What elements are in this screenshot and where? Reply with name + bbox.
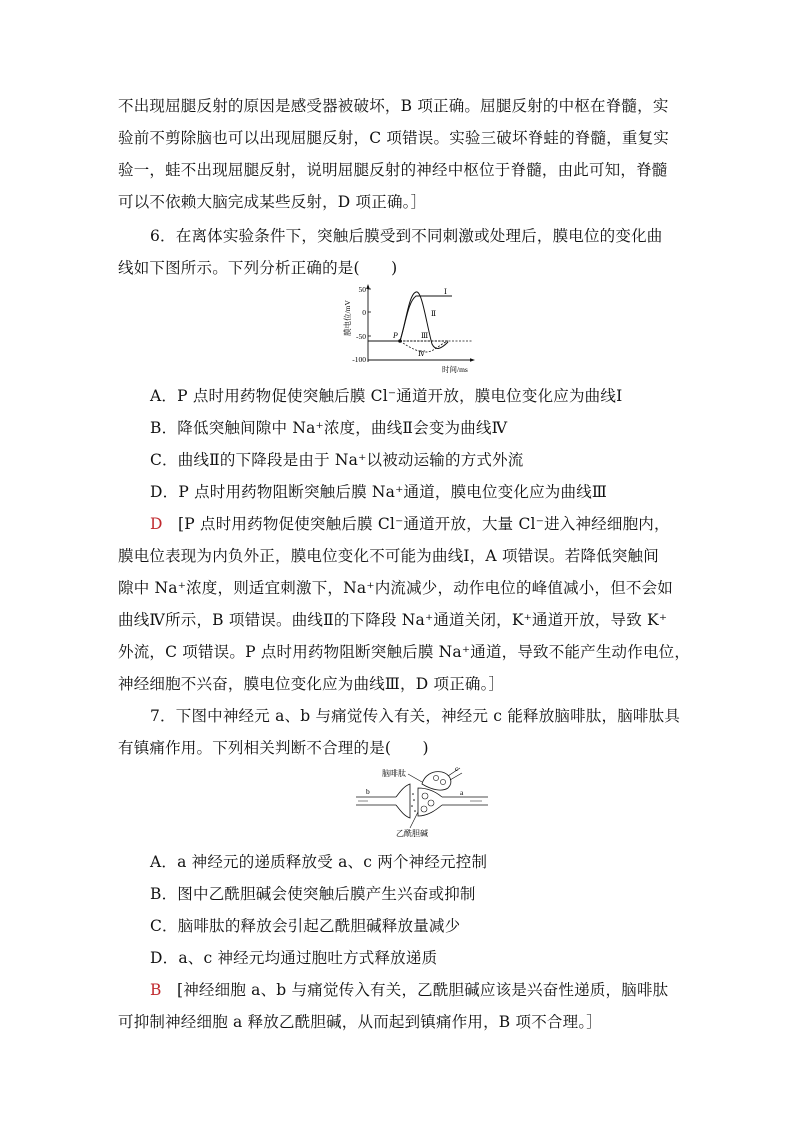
explanation-line: 膜电位表现为内负外正，膜电位变化不可能为曲线Ⅰ，A 项错误。若降低突触间 — [118, 547, 659, 565]
answer-line — [150, 980, 668, 1000]
explanation-line: 曲线Ⅳ所示，B 项错误。曲线Ⅱ的下降段 Na⁺通道关闭，K⁺通道开放，导致 K⁺ — [118, 611, 668, 629]
question-7-stem: 有镇痛作用。下列相关判断不合理的是( ) — [118, 739, 429, 757]
neuron-a-label: a — [460, 788, 464, 797]
y-axis-label: 膜电位/mV — [343, 300, 352, 336]
point-p-label: P — [393, 331, 398, 340]
explanation-text: [P 点时用药物促使突触后膜 Cl⁻通道开放，大量 Cl⁻进入神经细胞内， — [178, 515, 670, 533]
answer-letter: B — [150, 981, 162, 999]
option-c: C．曲线Ⅱ的下降段是由于 Na⁺以被动运输的方式外流 — [150, 451, 524, 469]
curve-label: Ⅱ — [431, 309, 437, 318]
tick-label: -50 — [356, 332, 366, 341]
tick-label: 50 — [358, 285, 366, 294]
option-a: A．P 点时用药物促使突触后膜 Cl⁻通道开放，膜电位变化应为曲线Ⅰ — [150, 387, 623, 405]
neuron-c-label: c — [455, 764, 459, 773]
enkephalin-label: 脑啡肽 — [382, 769, 406, 778]
option-b: B．图中乙酰胆碱会使突触后膜产生兴奋或抑制 — [150, 885, 476, 903]
text-line: 可以不依赖大脑完成某些反射，D 项正确。］ — [118, 193, 427, 211]
membrane-potential-figure — [330, 282, 480, 374]
answer-line — [150, 514, 670, 534]
tick-label: -100 — [352, 355, 366, 364]
explanation-line: 神经细胞不兴奋，膜电位变化应为曲线Ⅲ，D 项正确。］ — [118, 675, 505, 693]
text-line: 验前不剪除脑也可以出现屈腿反射，C 项错误。实验三破坏脊蛙的脊髓，重复实 — [118, 129, 669, 147]
question-7-stem: 7．下图中神经元 a、b 与痛觉传入有关，神经元 c 能释放脑啡肽，脑啡肽具 — [150, 707, 681, 725]
option-d: D．P 点时用药物阻断突触后膜 Na⁺通道，膜电位变化应为曲线Ⅲ — [150, 483, 608, 501]
acetylcholine-label: 乙酰胆碱 — [396, 829, 428, 838]
answer-letter: D — [150, 515, 163, 533]
curve-label: Ⅳ — [418, 350, 425, 358]
text-line: 不出现屈腿反射的原因是感受器被破坏，B 项正确。屈腿反射的中枢在脊髓，实 — [118, 97, 669, 115]
explanation-line: 可抑制神经细胞 a 释放乙酰胆碱，从而起到镇痛作用，B 项不合理。］ — [118, 1013, 602, 1031]
option-a: A．a 神经元的递质释放受 a、c 两个神经元控制 — [150, 853, 488, 871]
curve-label: Ⅲ — [421, 331, 429, 340]
curve-label: Ⅰ — [444, 287, 447, 296]
neuron-b-label: b — [366, 787, 370, 796]
explanation-line: 隙中 Na⁺浓度，则适宜刺激下，Na⁺内流减少，动作电位的峰值减小，但不会如 — [118, 579, 673, 597]
option-d: D．a、c 神经元均通过胞吐方式释放递质 — [150, 949, 438, 967]
x-axis-label: 时间/ms — [442, 365, 468, 374]
explanation-line: 外流，C 项错误。P 点时用药物阻断突触后膜 Na⁺通道，导致不能产生动作电位， — [118, 643, 691, 661]
explanation-text: [神经细胞 a、b 与痛觉传入有关，乙酰胆碱应该是兴奋性递质，脑啡肽 — [176, 981, 669, 999]
tick-label: 0 — [362, 308, 366, 317]
option-b: B．降低突触间隙中 Na⁺浓度，曲线Ⅱ会变为曲线Ⅳ — [150, 419, 508, 437]
option-c: C．脑啡肽的释放会引起乙酰胆碱释放量减少 — [150, 917, 461, 935]
synapse-figure — [352, 764, 492, 840]
question-6-stem: 6．在离体实验条件下，突触后膜受到不同刺激或处理后，膜电位的变化曲 — [150, 227, 663, 245]
text-line: 验一，蛙不出现屈腿反射，说明屈腿反射的神经中枢位于脊髓，由此可知，脊髓 — [118, 161, 668, 179]
question-6-stem: 线如下图所示。下列分析正确的是( ) — [118, 259, 398, 277]
